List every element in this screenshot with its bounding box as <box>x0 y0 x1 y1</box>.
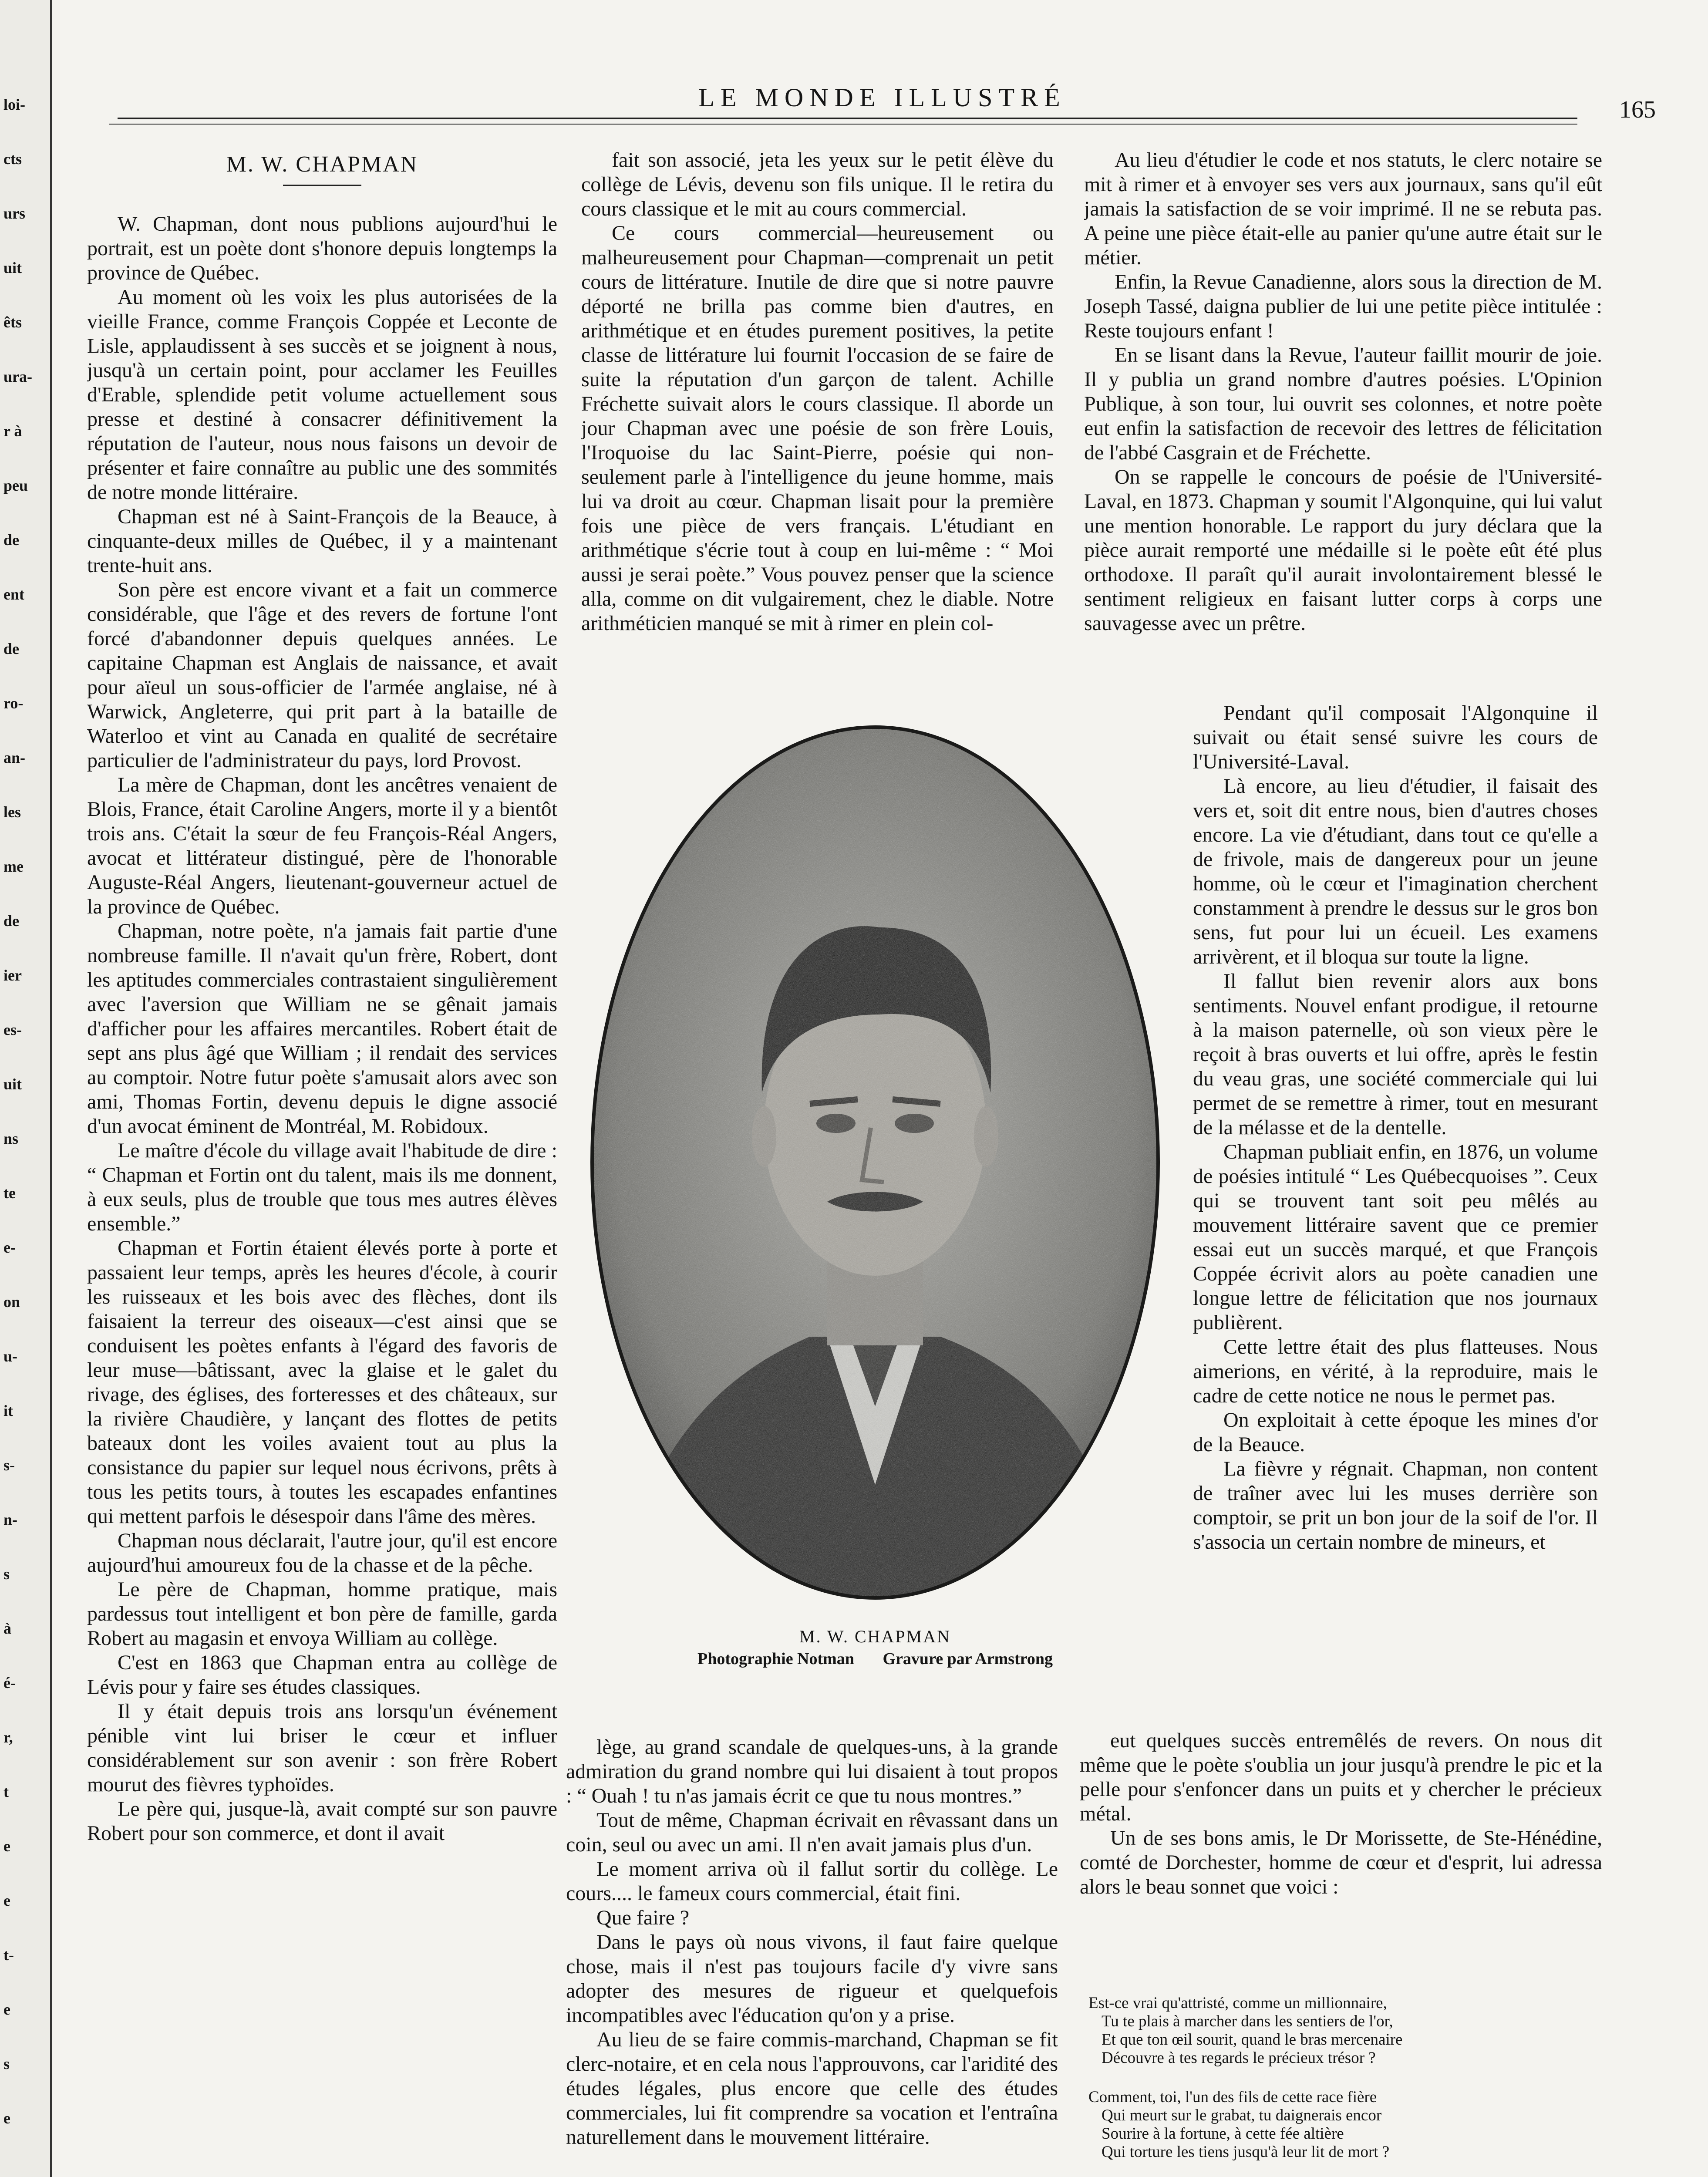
gutter-text-fragment: ura- <box>3 368 32 385</box>
gutter-text-fragment: t- <box>3 1946 14 1964</box>
column-3-narrow <box>1193 701 1598 1729</box>
article-paragraph: Le père qui, jusque-là, avait compté sur son pauvre Robert pour son commerce, et dont il avait <box>87 1797 557 1845</box>
article-paragraph: W. Chapman, dont nous publions aujourd'hui le portrait, est un poète dont s'honore depuis longtemps la province de Québec. <box>87 212 557 284</box>
gutter-text-fragment: de <box>3 531 19 549</box>
gutter-text-fragment: n- <box>3 1511 18 1528</box>
sonnet-line: Est-ce vrai qu'attristé, comme un millionnaire, <box>1088 1994 1387 2012</box>
article-paragraph: Pendant qu'il composait l'Algonquine il suivait ou était sensé suivre les cours de l'Université-Laval. <box>1193 701 1598 773</box>
gutter-text-fragment: ier <box>3 967 22 984</box>
gutter-text-fragment: u- <box>3 1348 18 1365</box>
gutter-text-fragment: me <box>3 858 24 875</box>
column-3-bottom <box>1080 1729 1602 1981</box>
article-paragraph: La mère de Chapman, dont les ancêtres venaient de Blois, France, était Caroline Angers, morte il y a bientôt trois ans. C'était la sœur de feu François-Réal Angers, avocat et littérateur distingué, père de l'honorable Auguste-Réal Angers, lieutenant-gouverneur actuel de la province de Québec. <box>87 773 557 918</box>
gutter-text-fragment: à <box>3 1620 11 1637</box>
sonnet-line: Et que ton œil sourit, quand le bras mercenaire <box>1102 2031 1403 2049</box>
gutter-text-fragment: peu <box>3 477 28 494</box>
header-rule-thin <box>109 124 1577 125</box>
title-rule <box>283 185 361 186</box>
gutter-text-fragment: cts <box>3 150 22 168</box>
article-paragraph: Un de ses bons amis, le Dr Morissette, de Ste-Hénédine, comté de Dorchester, homme de cœur et d'esprit, lui adressa alors le beau sonnet que voici : <box>1080 1827 1602 1898</box>
column-2-top <box>581 148 1054 705</box>
gutter-text-fragment: urs <box>3 205 26 222</box>
article-paragraph: Le père de Chapman, homme pratique, mais pardessus tout intelligent et bon père de famille, garda Robert au magasin et envoya William au collège. <box>87 1578 557 1650</box>
adjacent-page-gutter <box>0 0 52 2177</box>
newspaper-title: LE MONDE ILLUSTRÉ <box>698 83 1066 112</box>
gutter-text-fragment: ro- <box>3 694 24 712</box>
article-paragraph: La fièvre y régnait. Chapman, non content de traîner avec lui les muses derrière son comptoir, se prit un bon jour de la soif de l'or. Il s'associa un certain nombre de mineurs, et <box>1193 1457 1598 1554</box>
gutter-text-fragment: it <box>3 1402 13 1419</box>
gutter-text-fragment: an- <box>3 749 26 766</box>
gutter-text-fragment: e <box>3 1892 10 1909</box>
sonnet-line: Sourire à la fortune, à cette fée altière <box>1102 2125 1344 2143</box>
article-paragraph: Le maître d'école du village avait l'habitude de dire : “ Chapman et Fortin ont du talent, mais ils me donnent, à eux seuls, plus de trouble que tous mes autres élèves ensemble.” <box>87 1139 557 1235</box>
gutter-text-fragment: te <box>3 1184 16 1202</box>
gutter-text-fragment: e <box>3 1837 10 1855</box>
engraving-credit: Gravure par Armstrong <box>883 1650 1053 1668</box>
article-title: M. W. CHAPMAN <box>226 152 418 177</box>
gutter-text-fragment: de <box>3 912 19 930</box>
gutter-text-fragment: t <box>3 1783 9 1800</box>
article-paragraph: Chapman, notre poète, n'a jamais fait partie d'une nombreuse famille. Il n'avait qu'un frère, Robert, dont les aptitudes commerciales contrastaient singulièrement avec l'aversion que William ne se gênait jamais d'afficher pour les affaires mercantiles. Robert était de sept ans plus âgé que William ; il rendait des services au comptoir. Notre futur poète s'amusait alors avec son ami, Thomas Fortin, devenu depuis le digne associé d'un avocat éminent de Montréal, M. Robidoux. <box>87 920 557 1138</box>
article-paragraph: On exploitait à cette époque les mines d'or de la Beauce. <box>1193 1409 1598 1456</box>
masthead <box>109 83 1656 122</box>
gutter-text-fragment: e- <box>3 1239 16 1256</box>
article-paragraph: Là encore, au lieu d'étudier, il faisait des vers et, soit dit entre nous, bien d'autres choses encore. La vie d'étudiant, dans tout ce qu'elle a de frivole, mais de dangereux pour un jeune homme, où le cœur et l'imagination cherchent constamment à prendre le dessus sur le gros bon sens, fut pour lui un écueil. Les examens arrivèrent, et il bloqua sur toute la ligne. <box>1193 775 1598 968</box>
sonnet <box>1088 1994 1589 2177</box>
gutter-text-fragment: r à <box>3 422 22 440</box>
gutter-text-fragment: ns <box>3 1130 19 1147</box>
portrait-engraving <box>566 710 1184 1624</box>
article-paragraph: Il y était depuis trois ans lorsqu'un événement pénible vint lui briser le cœur et influer considérablement sur son avenir : son frère Robert mourut des fièvres typhoïdes. <box>87 1700 557 1796</box>
article-paragraph: Au moment où les voix les plus autorisées de la vieille France, comme François Coppée et Leconte de Lisle, applaudissent à ses succès et se joignent à nous, jusqu'à un certain point, pour acclamer les Feuilles d'Erable, splendide petit volume actuellement sous presse et destiné à consacrer définitivement la réputation de l'auteur, nous nous faisons un devoir de présenter et faire connaître au public une des sommités de notre monde littéraire. <box>87 286 557 504</box>
article-paragraph: Il fallut bien revenir alors aux bons sentiments. Nouvel enfant prodigue, il retourne à la maison paternelle, où son vieux père le reçoit à bras ouverts et lui offre, après le festin du veau gras, une société commerciale qui lui permet de se remettre à rimer, tout en mesurant de la mélasse et de la dentelle. <box>1193 970 1598 1139</box>
article-paragraph: Le moment arriva où il fallut sortir du collège. Le cours.... le fameux cours commercial, était fini. <box>566 1857 1058 1905</box>
article-paragraph: Chapman et Fortin étaient élevés porte à porte et passaient leur temps, après les heures d'école, à courir les ruisseaux et les bois avec des flèches, dont ils faisaient la terreur des oiseaux—c'est ainsi que se conduisent les poètes enfants à l'égard des favoris de leur muse—bâtissant, avec la glaise et le galet du rivage, des églises, des forteresses et des châteaux, sur la rivière Chaudière, y lançant des flottes de petits bateaux dont les voiles avaient tout au plus la consistance du papier sur lequel nous écrivons, prêts à tous les petits tours, à toutes les escapades enfantines qui mettent parfois le désespoir dans l'âme des mères. <box>87 1237 557 1528</box>
photo-credit: Photographie Notman <box>697 1650 854 1668</box>
article-paragraph: C'est en 1863 que Chapman entra au collège de Lévis pour y faire ses études classiques. <box>87 1651 557 1698</box>
article-paragraph: Que faire ? <box>596 1906 690 1929</box>
article-paragraph: eut quelques succès entremêlés de revers. On nous dit même que le poète s'oublia un jour jusqu'à prendre le pic et la pelle pour s'enfoncer dans un puits et y chercher le précieux métal. <box>1080 1729 1602 1825</box>
gutter-text-fragment: é- <box>3 1674 16 1692</box>
gutter-text-fragment: s <box>3 1565 10 1583</box>
gutter-text-fragment: êts <box>3 313 22 331</box>
column-1-body <box>87 212 557 1846</box>
article-paragraph: lège, au grand scandale de quelques-uns, à la grande admiration du grand nombre qui lui disaient à tout propos : “ Ouah ! tu n'as jamais écrit ce que tu nous montres.” <box>566 1736 1058 1807</box>
article-paragraph: Son père est encore vivant et a fait un commerce considérable, que l'âge et des revers de fortune l'ont forcé d'abandonner depuis quelques années. Le capitaine Chapman est Anglais de naissance, et avait pour aïeul un sous-officier de l'armée anglaise, né à Warwick, Angleterre, qui prit part à la bataille de Waterloo et vint au Canada en qualité de secrétaire particulier de l'administrateur du pays, lord Provost. <box>87 578 557 772</box>
gutter-text-fragment: e <box>3 2001 10 2018</box>
gutter-text-fragment: s <box>3 2055 10 2073</box>
article-paragraph: Cette lettre était des plus flatteuses. Nous aimerions, en vérité, à la reproduire, mais le cadre de cette notice ne nous le permet pas. <box>1193 1335 1598 1407</box>
article-paragraph: Ce cours commercial—heureusement ou malheureusement pour Chapman—comprenait un petit cours de littérature. Inutile de dire que si notre pauvre déporté ne brilla pas comme bien d'autres, en arithmétique et en études purement positives, la petite classe de littérature lui fournit l'occasion de se faire de suite la réputation d'un garçon de talent. Achille Fréchette suivait alors le cours classique. Il aborde un jour Chapman avec une poésie de son frère Louis, l'Iroquoise du lac Saint-Pierre, poésie qui non-seulement parle à l'intelligence du jeune homme, mais lui va droit au cœur. Chapman lisait pour la première fois une pièce de vers français. L'étudiant en arithmétique s'écrie tout à coup en lui-même : “ Moi aussi je serai poète.” Vous pouvez penser que la science alla, comme on dit vulgairement, chez le diable. Notre arithméticien manqué se mit à rimer en plein col- <box>581 222 1054 635</box>
caption-title: M. W. CHAPMAN <box>799 1627 951 1646</box>
gutter-text-fragment: e <box>3 2110 10 2127</box>
article-paragraph: Dans le pays où nous vivons, il faut faire quelque chose, mais il n'est pas toujours facile d'y vivre sans adopter des mesures de rigueur et quelquefois incompatibles avec l'éducation qu'on y a prise. <box>566 1931 1058 2027</box>
sonnet-line: Découvre à tes regards le précieux trésor ? <box>1102 2049 1376 2067</box>
caption-credits <box>592 1649 1158 1668</box>
article-paragraph: Chapman nous déclarait, l'autre jour, qu'il est encore aujourd'hui amoureux fou de la chasse et de la pêche. <box>87 1529 557 1577</box>
gutter-text-fragment: r, <box>3 1729 13 1746</box>
gutter-text-fragment: de <box>3 640 19 657</box>
sonnet-line: Comment, toi, l'un des fils de cette race fière <box>1088 2088 1377 2106</box>
sonnet-line: Qui torture les tiens jusqu'à leur lit de mort ? <box>1102 2143 1390 2161</box>
gutter-text-fragment: les <box>3 803 21 821</box>
sonnet-stanza <box>1088 1994 1589 2067</box>
article-paragraph: Au lieu d'étudier le code et nos statuts, le clerc notaire se mit à rimer et à envoyer ses vers aux journaux, sans qu'il eût jamais la satisfaction de se voir imprimé. Il ne se rebuta pas. A peine une pièce était-elle au panier qu'une autre était sur le métier. <box>1084 148 1602 269</box>
article-paragraph: fait son associé, jeta les yeux sur le petit élève du collège de Lévis, devenu son fils unique. Il le retira du cours classique et le mit au cours commercial. <box>581 148 1054 220</box>
article-paragraph: Au lieu de se faire commis-marchand, Chapman se fit clerc-notaire, et en cela nous l'approuvons, car l'aridité des études légales, plus encore que celle des études commerciales, lui fit comprendre sa vocation et l'entraîna naturellement dans le mouvement littéraire. <box>566 2028 1058 2149</box>
gutter-text-fragment: ent <box>3 586 24 603</box>
article-paragraph: Tout de même, Chapman écrivait en rêvassant dans un coin, seul ou avec un ami. Il n'en avait jamais plus d'un. <box>566 1809 1058 1856</box>
article-paragraph: On se rappelle le concours de poésie de l'Université-Laval, en 1873. Chapman y soumit l'Algonquine, qui lui valut une mention honorable. Le rapport du jury déclara que la pièce aurait remporté une médaille si le poète eût été plus orthodoxe. Il paraît qu'il aurait involontairement blessé le sentiment religieux en faisant lutter corps à corps une sauvagesse avec un prêtre. <box>1084 465 1602 635</box>
article-paragraph: Chapman publiait enfin, en 1876, un volume de poésies intitulé “ Les Québecquoises ”. Ceux qui se trouvent tant soit peu mêlés au mouvement littéraire savent que ce premier essai eut un succès marqué, et que François Coppée écrivit alors au poète canadien une longue lettre de félicitation que nos journaux publièrent. <box>1193 1140 1598 1334</box>
gutter-text-fragment: es- <box>3 1021 22 1038</box>
page-number: 165 <box>1619 96 1656 123</box>
sonnet-stanza <box>1088 2088 1589 2161</box>
article-paragraph: En se lisant dans la Revue, l'auteur faillit mourir de joie. Il y publia un grand nombre d'autres poésies. L'Opinion Publique, à son tour, lui ouvrit ses colonnes, et notre poète eut enfin la satisfaction de recevoir des lettres de félicitation de l'abbé Casgrain et de Fréchette. <box>1084 344 1602 464</box>
gutter-text-fragment: uit <box>3 259 22 276</box>
article-paragraph: Enfin, la Revue Canadienne, alors sous la direction de M. Joseph Tassé, daigna publier de lui une petite pièce intitulée : Reste toujours enfant ! <box>1084 270 1602 342</box>
sonnet-line: Qui meurt sur le grabat, tu daignerais encor <box>1102 2106 1382 2124</box>
gutter-text-fragment: loi- <box>3 96 25 113</box>
header-rule <box>118 118 1577 119</box>
sonnet-line: Tu te plais à marcher dans les sentiers de l'or, <box>1102 2012 1393 2030</box>
column-3-top <box>1084 148 1602 705</box>
column-1 <box>87 148 557 2177</box>
gutter-text-fragment: s- <box>3 1456 15 1474</box>
article-paragraph: Chapman est né à Saint-François de la Beauce, à cinquante-deux milles de Québec, il y a maintenant trente-huit ans. <box>87 505 557 577</box>
column-2-bottom <box>566 1735 1058 2177</box>
portrait-caption <box>592 1626 1158 1668</box>
portrait-illustration <box>566 710 1184 1668</box>
gutter-text-fragment: on <box>3 1293 20 1311</box>
gutter-text-fragment: uit <box>3 1075 22 1093</box>
